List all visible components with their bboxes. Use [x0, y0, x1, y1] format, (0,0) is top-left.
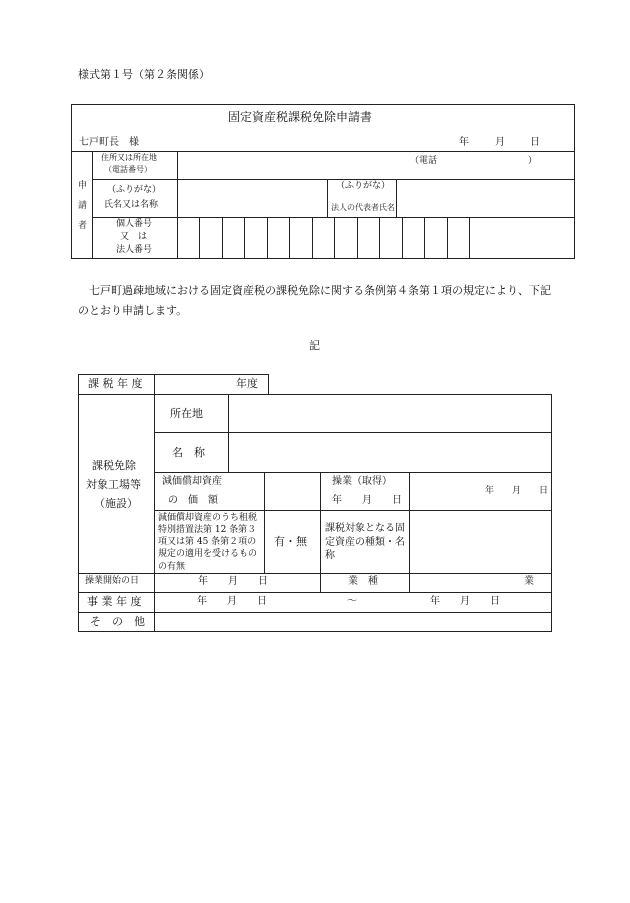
digit-divider	[357, 217, 358, 259]
phone-number-label: （電話番号）	[104, 165, 152, 174]
digit-divider	[222, 217, 223, 259]
row-divider-start	[78, 592, 551, 593]
name-label: 氏名又は名称	[104, 200, 159, 210]
digit-divider	[334, 217, 335, 259]
body-text: 七戸町過疎地域における固定資産税の課税免除に関する条例第４条第１項の規定により、下記のとおり申請します。	[78, 284, 551, 317]
main-col-divider	[154, 394, 155, 632]
tax-year-unit: 年度	[236, 377, 258, 390]
address-label: 住所又は所在地	[101, 153, 157, 162]
tax-year-input[interactable]	[155, 375, 233, 394]
applicant-col-divider	[92, 151, 93, 259]
business-year-to[interactable]: 年 月 日	[430, 596, 500, 607]
location-label: 所在地	[170, 407, 203, 420]
facility-name-label: 名 称	[172, 446, 205, 459]
industry-input[interactable]	[410, 574, 520, 592]
other-label: そ の 他	[90, 615, 145, 628]
asset-type-input[interactable]	[410, 511, 551, 573]
start-date-input[interactable]: 年 月 日	[198, 576, 268, 587]
applicant-char-3: 者	[78, 221, 88, 231]
digit-divider	[244, 217, 245, 259]
date-month-label: 月	[495, 137, 505, 148]
industry-unit: 業	[524, 576, 534, 587]
address-input[interactable]	[178, 152, 574, 178]
depr-label-2: の 価 額	[168, 495, 218, 506]
date-day-label: 日	[530, 137, 540, 148]
tilde: 〜	[347, 596, 357, 607]
business-year-label: 事 業 年 度	[87, 595, 142, 608]
depr-value-input[interactable]	[265, 473, 320, 510]
furigana-label: （ふりがな）	[107, 185, 162, 195]
digit-divider	[379, 217, 380, 259]
digit-divider	[469, 217, 470, 259]
ki-heading: 記	[309, 339, 320, 352]
facility-label-1: 課税免除	[92, 459, 136, 472]
operation-date-input[interactable]: 年 月 日	[485, 486, 549, 496]
digit-divider	[289, 217, 290, 259]
id-number-boxes[interactable]	[177, 217, 470, 259]
tax-year-label: 課 税 年 度	[88, 377, 143, 390]
furigana-rep-label: （ふりがな）	[336, 181, 391, 191]
digit-divider	[402, 217, 403, 259]
representative-input[interactable]	[397, 180, 574, 216]
start-date-label: 操業開始の日	[85, 576, 140, 586]
facility-label-2: 対象工場等	[86, 478, 141, 491]
asset-type-label: 課税対象となる固定資産の種類・名称	[325, 523, 405, 561]
form-number: 様式第１号（第２条関係）	[78, 68, 210, 81]
depr-label-1: 減価償却資産	[162, 476, 222, 487]
date-year-label: 年	[459, 137, 469, 148]
id-label-3: 法人番号	[116, 245, 153, 255]
phone-close: ）	[528, 156, 538, 166]
id-label-2: 又 は	[120, 232, 148, 242]
location-input[interactable]	[229, 395, 551, 432]
addressee: 七戸町長 様	[79, 137, 139, 148]
row-divider-name	[154, 472, 551, 473]
facility-name-input[interactable]	[229, 433, 551, 472]
phone-open: （電話	[410, 156, 438, 166]
name-input[interactable]	[178, 180, 326, 216]
applicant-char-2: 請	[78, 201, 88, 211]
furigana-divider-1	[327, 179, 328, 217]
digit-divider	[267, 217, 268, 259]
applicant-char-1: 申	[78, 181, 88, 191]
industry-label: 業 種	[348, 576, 378, 587]
middle-divider	[320, 472, 321, 592]
facility-label-3: （施設）	[94, 497, 138, 510]
special-measures-label: 減価償却資産のうち租税特別措置法第 12 条第３項又は第 45 条第２項の規定の適用を受けるものの有無	[158, 513, 258, 572]
other-input[interactable]	[155, 613, 551, 631]
yes-no-choice[interactable]: 有・無	[274, 535, 307, 548]
operation-label: 操業（取得）	[332, 476, 392, 487]
digit-divider	[447, 217, 448, 259]
business-year-from[interactable]: 年 月 日	[197, 596, 267, 607]
operation-date: 年 月 日	[332, 495, 402, 506]
representative-label: 法人の代表者氏名	[331, 203, 395, 212]
digit-divider	[424, 217, 425, 259]
digit-divider	[312, 217, 313, 259]
form-title: 固定資産税課税免除申請書	[228, 110, 373, 124]
id-label-1: 個人番号	[116, 219, 153, 229]
digit-divider	[199, 217, 200, 259]
